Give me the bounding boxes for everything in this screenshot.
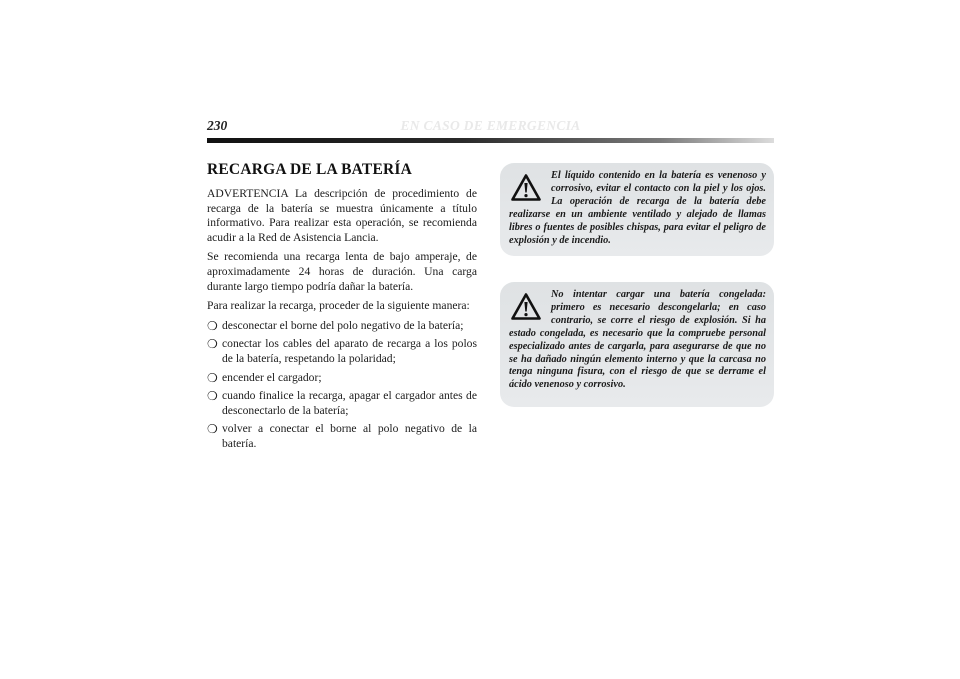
bullet-icon: ❍	[207, 318, 218, 333]
step-text: encender el cargador;	[222, 370, 322, 384]
warning-box-frozen	[500, 282, 774, 407]
step-text: conectar los cables del aparato de recarga a los polos de la batería, respetando la polaridad;	[222, 337, 477, 365]
bullet-icon: ❍	[207, 422, 218, 437]
advertencia-paragraph: ADVERTENCIA La descripción de procedimiento de recarga de la batería se muestra únicamente a título informativo. Para realizar esta operación, se recomienda acudir a la Red de Asistencia Lancia.	[207, 187, 477, 244]
bullet-icon: ❍	[207, 370, 218, 385]
bullet-icon: ❍	[207, 337, 218, 352]
list-item	[207, 337, 477, 366]
list-item	[207, 371, 477, 386]
warning-text: No intentar cargar una batería congelada: primero es necesario descongelarla; en caso contrario, se corre el riesgo de explosión. Si ha estado congelada, es necesario que la compruebe personal especializado antes de cargarla, para asegurarse de que no se ha dañado ningún elemento interno y que la carcasa no tenga ninguna fisura, con el riesgo de que se derrame el ácido venenoso y corrosivo.	[509, 289, 766, 391]
bullet-icon: ❍	[207, 389, 218, 404]
recommendation-paragraph: Se recomienda una recarga lenta de bajo amperaje, de aproximadamente 24 horas de duración. Una carga durante largo tiempo podría dañar la batería.	[207, 250, 477, 293]
step-text: desconectar el borne del polo negativo de la batería;	[222, 318, 464, 332]
steps-list	[207, 319, 477, 452]
warning-triangle-icon	[511, 174, 547, 204]
list-item	[207, 389, 477, 418]
header-rule	[207, 138, 774, 143]
step-text: cuando finalice la recarga, apagar el cargador antes de desconectarlo de la batería;	[222, 389, 477, 417]
section-title: EN CASO DE EMERGENCIA	[400, 118, 581, 133]
list-item	[207, 319, 477, 334]
warning-box-poison	[500, 163, 774, 256]
warning-triangle-icon	[511, 293, 547, 323]
list-item	[207, 422, 477, 451]
step-text: volver a conectar el borne al polo negativo de la batería.	[222, 422, 477, 450]
warning-text: El líquido contenido en la batería es venenoso y corrosivo, evitar el contacto con la piel y los ojos. La operación de recarga de la batería debe realizarse en un ambiente ventilado y alejado de llamas libres o fuentes de posibles chispas, para evitar el peligro de explosión y de incendio.	[509, 170, 766, 246]
page-header	[207, 118, 774, 148]
page-title: RECARGA DE LA BATERÍA	[207, 161, 413, 178]
procedure-intro: Para realizar la recarga, proceder de la siguiente manera:	[207, 299, 470, 313]
main-column	[207, 161, 477, 456]
page-number: 230	[207, 118, 228, 133]
